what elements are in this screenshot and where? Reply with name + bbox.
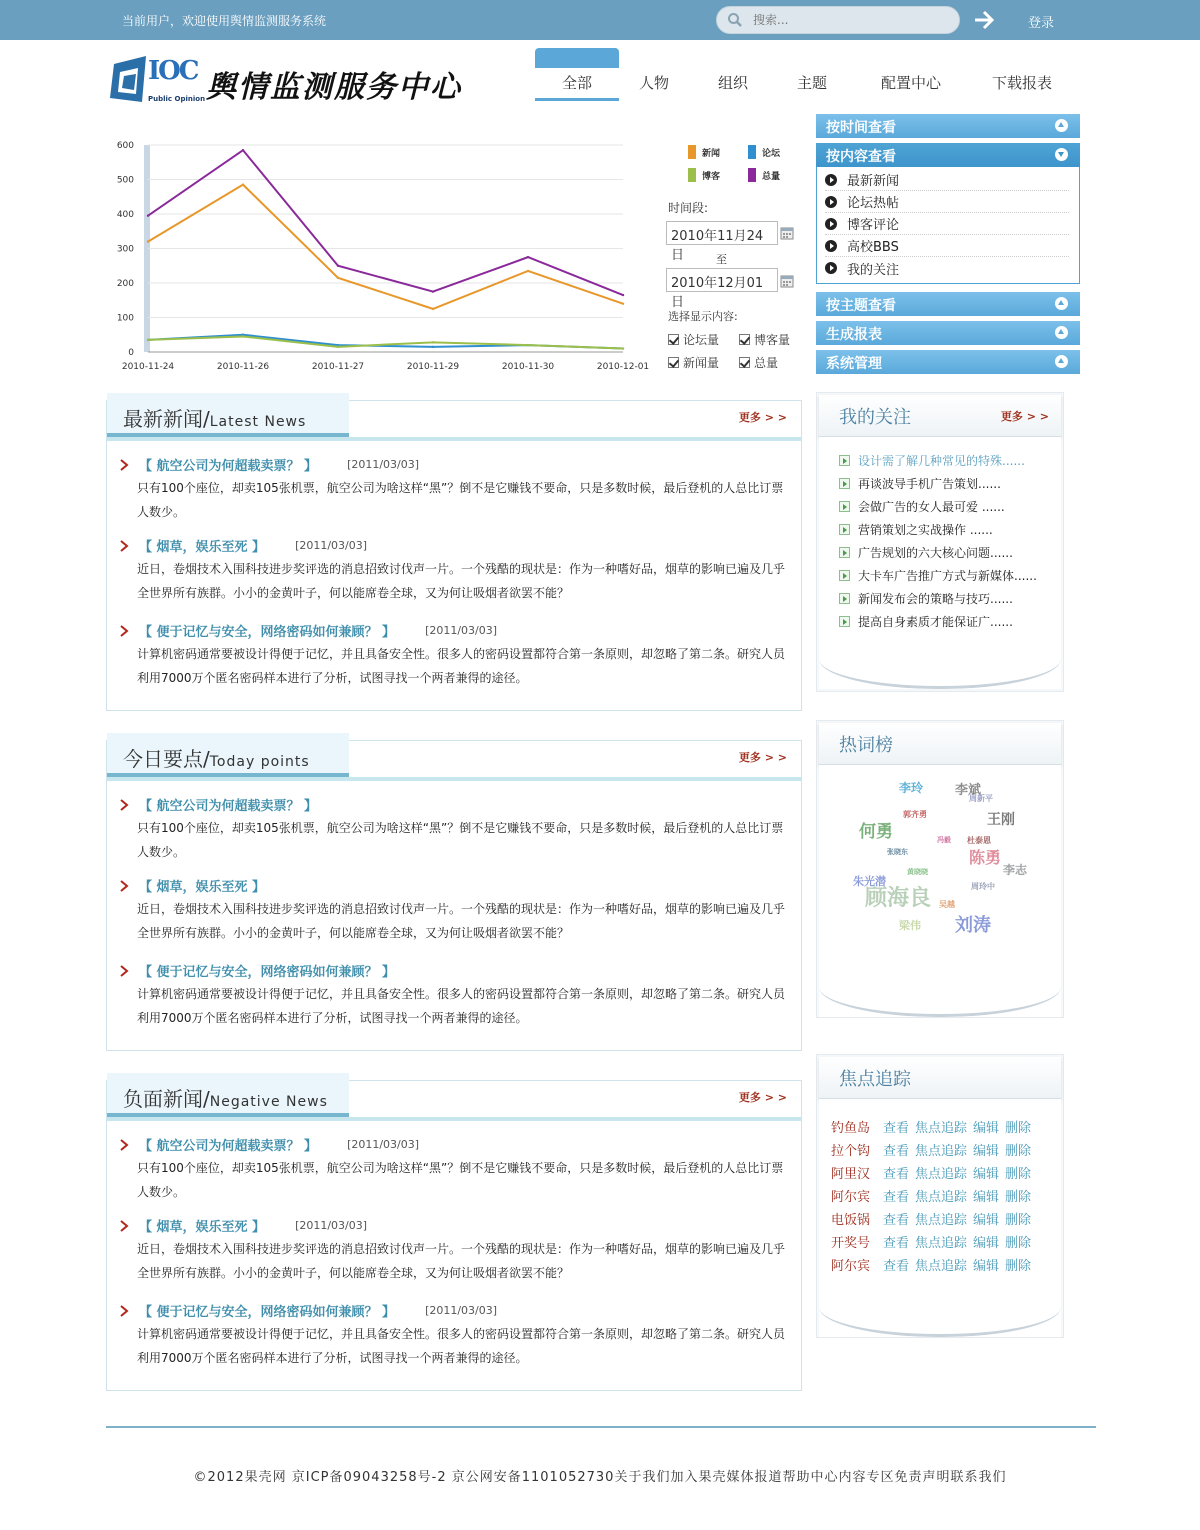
delete-link[interactable]: 删除: [1005, 1144, 1032, 1159]
hot-word[interactable]: 李玲: [899, 781, 924, 795]
menu-label: 生成报表: [826, 327, 882, 343]
menu-item-label: 高校BBS: [847, 240, 899, 255]
time-range-label: 时间段:: [668, 201, 709, 215]
hot-word[interactable]: 冯毅: [937, 836, 951, 844]
edit-link[interactable]: 编辑: [973, 1144, 1000, 1159]
news-title-text[interactable]: 【 航空公司为何超载卖票？ 】: [139, 1139, 318, 1154]
play-bullet-icon: [825, 262, 837, 274]
data-point: [242, 183, 244, 185]
search-box[interactable]: [716, 6, 960, 34]
data-point: [432, 290, 434, 292]
negative-news-panel: [106, 1080, 802, 1391]
menu-item-campus-bbs[interactable]: [825, 235, 1069, 257]
news-title[interactable]: [119, 961, 795, 980]
focus-keyword[interactable]: 阿里汉: [831, 1167, 871, 1182]
menu-label: 按内容查看: [826, 149, 896, 165]
news-title-text[interactable]: 【 航空公司为何超载卖票？ 】: [139, 799, 318, 814]
focus-row: [819, 1138, 1061, 1161]
nav-item-people[interactable]: 人物: [639, 74, 670, 92]
panel-title: 最新新闻/Latest News: [107, 393, 349, 437]
data-point: [147, 215, 149, 217]
hot-word[interactable]: 黄晓晓: [907, 868, 928, 876]
menu-item-blog-comments[interactable]: [825, 213, 1069, 235]
focus-keyword[interactable]: 电饭锅: [831, 1213, 871, 1228]
follow-item[interactable]: [819, 587, 1061, 610]
news-title[interactable]: [119, 795, 795, 814]
chart-legend: [688, 143, 808, 193]
delete-link[interactable]: 删除: [1005, 1213, 1032, 1228]
news-summary: 只有100个座位，却卖105张机票，航空公司为啥这样“黑”？倒不是它赚钱不要命，只是多数时候，最后登机的人总比订票人数少。: [137, 1161, 784, 1199]
nav-active-tab-bg: [535, 48, 619, 68]
chevron-right-icon: [119, 540, 129, 552]
nav-item-all[interactable]: 全部: [561, 74, 592, 92]
box-title-text: 热词榜: [839, 735, 893, 756]
edit-link[interactable]: 编辑: [973, 1167, 1000, 1182]
play-bullet-icon: [825, 218, 837, 230]
arrow-right-icon: [839, 478, 850, 489]
nav-active-underline: [535, 98, 619, 101]
follow-item-text[interactable]: 营销策划之实战操作 ......: [858, 523, 993, 537]
to-label: 至: [716, 253, 727, 266]
menu-item-my-follow[interactable]: [825, 257, 1069, 279]
my-follow-box: [816, 392, 1064, 692]
focus-track-link[interactable]: 焦点追踪: [915, 1236, 968, 1251]
edit-link[interactable]: 编辑: [973, 1236, 1000, 1251]
y-tick-label: 600: [116, 141, 134, 151]
news-title[interactable]: [119, 1216, 795, 1235]
collapse-arrow-icon[interactable]: [1055, 326, 1068, 339]
search-icon[interactable]: [727, 12, 743, 28]
checkbox-box[interactable]: [668, 357, 679, 368]
follow-item-text[interactable]: 设计需了解几种常见的特殊......: [858, 454, 1025, 468]
chevron-right-icon: [119, 965, 129, 977]
panel-header: [107, 741, 801, 781]
panel-title-en: Negative News: [209, 1094, 328, 1110]
series-line-新闻: [148, 185, 623, 309]
panel-header: [107, 401, 801, 441]
box-title-text: 我的关注: [839, 407, 911, 428]
checkbox-label: 论坛量: [683, 333, 720, 347]
box-title: [819, 1057, 1061, 1099]
menu-item-label: 论坛热帖: [847, 196, 900, 211]
collapse-arrow-icon[interactable]: [1055, 297, 1068, 310]
latest-news-panel: [106, 400, 802, 711]
news-item: [119, 536, 795, 605]
panel-title-cn: 今日要点: [123, 747, 203, 771]
news-title-text[interactable]: 【 便于记忆与安全，网络密码如何兼顾？ 】: [139, 625, 396, 640]
chevron-right-icon: [119, 880, 129, 892]
expand-arrow-icon[interactable]: [1055, 148, 1068, 161]
data-point: [242, 149, 244, 151]
news-summary: 只有100个座位，却卖105张机票，航空公司为啥这样“黑”？倒不是它赚钱不要命，只是多数时候，最后登机的人总比订票人数少。: [137, 821, 784, 859]
menu-generate-report[interactable]: [816, 321, 1080, 345]
chevron-right-icon: [119, 1220, 129, 1232]
arrow-right-icon: [839, 593, 850, 604]
menu-item-label: 最新新闻: [847, 174, 900, 189]
menu-by-content[interactable]: [816, 143, 1080, 167]
news-summary: 计算机密码通常要被设计得便于记忆，并且具备安全性。很多人的密码设置都符合第一条原则，却忽略了第二条。研究人员利用7000万个匿名密码样本进行了分析，试图寻找一个两者兼得的途径。: [137, 1327, 786, 1365]
follow-item[interactable]: [819, 472, 1061, 495]
view-link[interactable]: 查看: [883, 1236, 910, 1251]
news-title-text[interactable]: 【 烟草，娱乐至死 】: [139, 880, 266, 895]
hot-word[interactable]: 顾海良: [865, 886, 932, 911]
legend-item: [748, 145, 780, 159]
hot-word[interactable]: 郭齐勇: [903, 810, 927, 819]
data-point: [527, 344, 529, 346]
legend-label: 博客: [702, 171, 721, 182]
focus-keyword[interactable]: 阿尔宾: [831, 1190, 871, 1205]
checkbox-label: 总量: [754, 356, 779, 370]
hot-word[interactable]: 李斌: [955, 783, 982, 798]
panel-title-en: Latest News: [209, 414, 307, 430]
news-date: [2011/03/03]: [295, 1219, 368, 1232]
chevron-right-icon: [119, 459, 129, 471]
more-link[interactable]: 更多 > >: [1000, 410, 1049, 423]
focus-keyword[interactable]: 拉个钩: [831, 1144, 871, 1159]
data-point: [337, 277, 339, 279]
play-bullet-icon: [825, 174, 837, 186]
follow-item-text[interactable]: 新闻发布会的策略与技巧......: [858, 592, 1013, 606]
news-date: [2011/03/03]: [347, 1138, 420, 1151]
hot-words-box: [816, 720, 1064, 1018]
legend-item: [688, 145, 720, 159]
focus-track-link[interactable]: 焦点追踪: [915, 1213, 968, 1228]
logo-mark-icon: [110, 54, 150, 104]
focus-row: [819, 1230, 1061, 1253]
chevron-right-icon: [119, 625, 129, 637]
checkbox-box[interactable]: [739, 334, 750, 345]
menu-item-label: 我的关注: [847, 262, 900, 278]
news-title-text[interactable]: 【 烟草，娱乐至死 】: [139, 1220, 266, 1235]
login-link[interactable]: 登录: [1028, 16, 1055, 31]
box-title: [819, 395, 1061, 437]
panel-title: 今日要点/Today points: [107, 733, 349, 777]
menu-label: 系统管理: [826, 356, 882, 372]
view-link[interactable]: 查看: [883, 1190, 910, 1205]
arrow-right-icon: [839, 455, 850, 466]
follow-item[interactable]: [819, 495, 1061, 518]
news-title-text[interactable]: 【 便于记忆与安全，网络密码如何兼顾？ 】: [139, 965, 396, 980]
more-link[interactable]: 更多 > >: [738, 751, 787, 764]
nav-item-config[interactable]: 配置中心: [881, 74, 942, 92]
checkbox-total[interactable]: [739, 354, 778, 371]
menu-by-time[interactable]: [816, 114, 1080, 138]
hot-word[interactable]: 李志: [1003, 863, 1028, 877]
legend-item: [748, 168, 780, 182]
news-title[interactable]: [119, 1301, 795, 1320]
arrow-right-icon: [839, 524, 850, 535]
focus-row: [819, 1115, 1061, 1138]
focus-track-link[interactable]: 焦点追踪: [915, 1259, 968, 1274]
news-summary: 近日，卷烟技术入围科技进步奖评选的消息招致讨伐声一片。一个残酷的现状是：作为一种嗜好品，烟草的影响已遍及几乎全世界所有族群。小小的金黄叶子，何以能席卷全球，又为何让吸烟者欲罢不能？: [137, 562, 786, 600]
edit-link[interactable]: 编辑: [973, 1121, 1000, 1136]
nav-item-org[interactable]: 组织: [718, 74, 749, 92]
menu-item-label: 博客评论: [847, 218, 900, 233]
menu-item-latest-news[interactable]: [825, 169, 1069, 191]
x-tick-label: 2010-11-29: [406, 362, 460, 372]
news-item: [119, 1301, 795, 1370]
legend-label: 新闻: [702, 148, 721, 159]
focus-tracking-box: [816, 1054, 1064, 1338]
footer-text: ©2012果壳网 京ICP备09043258号-2 京公网安备1101052730关于我们加入果壳媒体报道帮助中心内容专区免责声明联系我们: [193, 1470, 1007, 1485]
data-point: [622, 303, 624, 305]
y-tick-label: 300: [116, 244, 134, 255]
more-link[interactable]: 更多 > >: [738, 411, 787, 424]
focus-track-link[interactable]: 焦点追踪: [915, 1121, 968, 1136]
y-tick-label: 200: [116, 279, 134, 289]
follow-item[interactable]: [819, 518, 1061, 541]
menu-system-admin[interactable]: [816, 350, 1080, 374]
news-title[interactable]: [119, 621, 795, 640]
hot-word[interactable]: 刘涛: [955, 915, 991, 936]
box-bottom-curve: [819, 983, 1061, 1017]
follow-item[interactable]: [819, 541, 1061, 564]
focus-list: [819, 1099, 1061, 1337]
arrow-right-icon[interactable]: [972, 8, 996, 32]
play-bullet-icon: [825, 240, 837, 252]
menu-label: 按时间查看: [826, 120, 896, 136]
legend-swatch-forum: [748, 145, 756, 159]
data-point: [622, 347, 624, 349]
news-item: [119, 876, 795, 945]
hot-word[interactable]: 王刚: [987, 812, 1015, 828]
sidebar-menu: [816, 114, 1080, 379]
welcome-text: 当前用户，欢迎使用舆情监测服务系统: [122, 14, 327, 28]
follow-item[interactable]: [819, 564, 1061, 587]
calendar-icon[interactable]: [780, 274, 794, 288]
news-item: [119, 621, 795, 690]
x-tick-label: 2010-11-24: [121, 362, 175, 372]
view-link[interactable]: 查看: [883, 1121, 910, 1136]
follow-item[interactable]: [819, 610, 1061, 633]
y-tick-label: 400: [116, 210, 134, 220]
menu-label: 按主题查看: [826, 298, 896, 314]
play-bullet-icon: [825, 196, 837, 208]
focus-row: [819, 1253, 1061, 1276]
logo-mark: IOC: [148, 56, 198, 86]
delete-link[interactable]: 删除: [1005, 1190, 1032, 1205]
panel-title-cn: 负面新闻: [123, 1087, 203, 1111]
data-point: [337, 265, 339, 267]
view-link[interactable]: 查看: [883, 1167, 910, 1182]
data-point: [242, 335, 244, 337]
box-title-text: 焦点追踪: [839, 1069, 911, 1090]
view-link[interactable]: 查看: [883, 1144, 910, 1159]
panel-header: [107, 1081, 801, 1121]
news-title[interactable]: [119, 536, 795, 555]
footer-divider: [106, 1426, 1096, 1428]
data-point: [337, 346, 339, 348]
news-summary: 计算机密码通常要被设计得便于记忆，并且具备安全性。很多人的密码设置都符合第一条原则，却忽略了第二条。研究人员利用7000万个匿名密码样本进行了分析，试图寻找一个两者兼得的途径。: [137, 647, 786, 685]
box-title: [819, 723, 1061, 765]
focus-row: [819, 1207, 1061, 1230]
hot-word[interactable]: 何勇: [859, 822, 893, 842]
site-title: 舆情监测服务中心: [206, 70, 462, 105]
legend-label: 论坛: [762, 148, 781, 159]
display-options-label: 选择显示内容:: [668, 310, 738, 323]
delete-link[interactable]: 删除: [1005, 1236, 1032, 1251]
news-item: [119, 1216, 795, 1285]
focus-keyword[interactable]: 钓鱼岛: [831, 1121, 871, 1136]
checkbox-box[interactable]: [668, 334, 679, 345]
focus-row: [819, 1184, 1061, 1207]
menu-item-forum-hot[interactable]: [825, 191, 1069, 213]
menu-by-topic[interactable]: [816, 292, 1080, 316]
focus-track-link[interactable]: 焦点追踪: [915, 1144, 968, 1159]
delete-link[interactable]: 删除: [1005, 1121, 1032, 1136]
view-link[interactable]: 查看: [883, 1213, 910, 1228]
main-nav: [535, 48, 1095, 104]
follow-item-text[interactable]: 再谈波导手机广告策划......: [858, 477, 1001, 491]
search-input[interactable]: [753, 11, 943, 29]
data-point: [432, 346, 434, 348]
nav-item-topic[interactable]: 主题: [797, 74, 828, 92]
panel-title-en: Today points: [209, 754, 310, 770]
edit-link[interactable]: 编辑: [973, 1259, 1000, 1274]
x-tick-label: 2010-12-01: [596, 362, 650, 372]
series-line-总量: [148, 150, 623, 295]
chevron-right-icon: [119, 1139, 129, 1151]
legend-swatch-news: [688, 145, 696, 159]
arrow-right-icon: [839, 547, 850, 558]
edit-link[interactable]: 编辑: [973, 1213, 1000, 1228]
panel-title-cn: 最新新闻: [123, 407, 203, 431]
follow-item-text[interactable]: 大卡车广告推广方式与新媒体......: [858, 569, 1037, 583]
follow-item[interactable]: [819, 449, 1061, 472]
checkbox-news[interactable]: [668, 354, 719, 371]
checkbox-label: 新闻量: [683, 356, 720, 370]
follow-item-text[interactable]: 提高自身素质才能保证广......: [858, 615, 1013, 629]
news-date: [2011/03/03]: [347, 458, 420, 471]
hot-word[interactable]: 周新平: [969, 794, 993, 803]
follow-item-text[interactable]: 会做广告的女人最可爱 ......: [858, 500, 1005, 514]
news-item: [119, 795, 795, 864]
date-from-field[interactable]: 2010年11月24日: [666, 221, 778, 245]
news-date: [2011/03/03]: [425, 1304, 498, 1317]
checkbox-forum[interactable]: [668, 331, 719, 348]
news-title[interactable]: [119, 455, 795, 474]
x-tick-label: 2010-11-26: [216, 362, 270, 372]
checkbox-label: 博客量: [754, 333, 791, 347]
news-title-text[interactable]: 【 便于记忆与安全，网络密码如何兼顾？ 】: [139, 1305, 396, 1320]
news-title[interactable]: [119, 1135, 795, 1154]
news-summary: 近日，卷烟技术入围科技进步奖评选的消息招致讨伐声一片。一个残酷的现状是：作为一种嗜好品，烟草的影响已遍及几乎全世界所有族群。小小的金黄叶子，何以能席卷全球，又为何让吸烟者欲罢不能？: [137, 1242, 786, 1280]
chevron-right-icon: [119, 799, 129, 811]
data-point: [432, 308, 434, 310]
hot-word[interactable]: 张晓东: [887, 848, 908, 856]
box-bottom-curve: [819, 1303, 1061, 1337]
top-bar: [0, 0, 1200, 40]
news-title-text[interactable]: 【 烟草，娱乐至死 】: [139, 540, 266, 555]
panel-title: 负面新闻/Negative News: [107, 1073, 349, 1117]
y-tick-label: 100: [116, 313, 134, 324]
data-point: [527, 256, 529, 258]
menu-content-list: [816, 167, 1080, 284]
follow-list: [819, 437, 1061, 689]
arrow-right-icon: [839, 570, 850, 581]
news-item: [119, 455, 795, 524]
data-point: [622, 294, 624, 296]
focus-keyword[interactable]: 阿尔宾: [831, 1259, 871, 1274]
nav-item-download-report[interactable]: 下载报表: [992, 74, 1053, 92]
collapse-arrow-icon[interactable]: [1055, 119, 1068, 132]
focus-track-link[interactable]: 焦点追踪: [915, 1167, 968, 1182]
follow-item-text[interactable]: 广告规划的六大核心问题......: [858, 546, 1013, 560]
today-points-panel: [106, 740, 802, 1051]
news-summary: 近日，卷烟技术入围科技进步奖评选的消息招致讨伐声一片。一个残酷的现状是：作为一种嗜好品，烟草的影响已遍及几乎全世界所有族群。小小的金黄叶子，何以能席卷全球，又为何让吸烟者欲罢不能？: [137, 902, 786, 940]
hot-word[interactable]: 陈勇: [969, 848, 1002, 867]
trend-line-chart: [108, 130, 658, 380]
data-point: [147, 240, 149, 242]
arrow-right-icon: [839, 616, 850, 627]
hot-word[interactable]: 杜泰恩: [967, 836, 991, 845]
more-link[interactable]: 更多 > >: [738, 1091, 787, 1104]
logo-subtitle: Public Opinion: [148, 95, 206, 103]
legend-label: 总量: [762, 171, 781, 182]
news-item: [119, 1135, 795, 1204]
checkbox-blog[interactable]: [739, 331, 790, 348]
delete-link[interactable]: 删除: [1005, 1167, 1032, 1182]
focus-keyword[interactable]: 开奖号: [831, 1236, 871, 1251]
news-date: [2011/03/03]: [295, 539, 368, 552]
news-title[interactable]: [119, 876, 795, 895]
view-link[interactable]: 查看: [883, 1259, 910, 1274]
y-tick-label: 500: [116, 175, 134, 186]
legend-swatch-blog: [688, 168, 696, 182]
legend-item: [688, 168, 720, 182]
data-point: [527, 270, 529, 272]
x-tick-label: 2010-11-27: [311, 362, 365, 372]
news-date: [2011/03/03]: [425, 624, 498, 637]
collapse-arrow-icon[interactable]: [1055, 355, 1068, 368]
data-point: [147, 339, 149, 341]
legend-swatch-total: [748, 168, 756, 182]
chevron-right-icon: [119, 1305, 129, 1317]
y-tick-label: 0: [128, 348, 134, 358]
hot-word[interactable]: 梁伟: [899, 919, 921, 932]
date-to-field[interactable]: 2010年12月01日: [666, 268, 778, 292]
news-title-text[interactable]: 【 航空公司为何超载卖票？ 】: [139, 459, 318, 474]
arrow-right-icon: [839, 501, 850, 512]
logo[interactable]: [110, 54, 462, 110]
hot-word[interactable]: 吴越: [939, 900, 955, 909]
x-tick-label: 2010-11-30: [501, 362, 555, 372]
calendar-icon[interactable]: [780, 226, 794, 240]
box-bottom-curve: [819, 655, 1061, 689]
news-summary: 计算机密码通常要被设计得便于记忆，并且具备安全性。很多人的密码设置都符合第一条原则，却忽略了第二条。研究人员利用7000万个匿名密码样本进行了分析，试图寻找一个两者兼得的途径。: [137, 987, 786, 1025]
news-summary: 只有100个座位，却卖105张机票，航空公司为啥这样“黑”？倒不是它赚钱不要命，只是多数时候，最后登机的人总比订票人数少。: [137, 481, 784, 519]
hot-word[interactable]: 朱光潜: [853, 875, 886, 888]
data-point: [432, 341, 434, 343]
checkbox-box[interactable]: [739, 357, 750, 368]
edit-link[interactable]: 编辑: [973, 1190, 1000, 1205]
news-item: [119, 961, 795, 1030]
focus-row: [819, 1161, 1061, 1184]
delete-link[interactable]: 删除: [1005, 1259, 1032, 1274]
hot-word[interactable]: 周玲中: [971, 882, 995, 891]
hot-word-cloud: [819, 765, 1061, 1017]
focus-track-link[interactable]: 焦点追踪: [915, 1190, 968, 1205]
